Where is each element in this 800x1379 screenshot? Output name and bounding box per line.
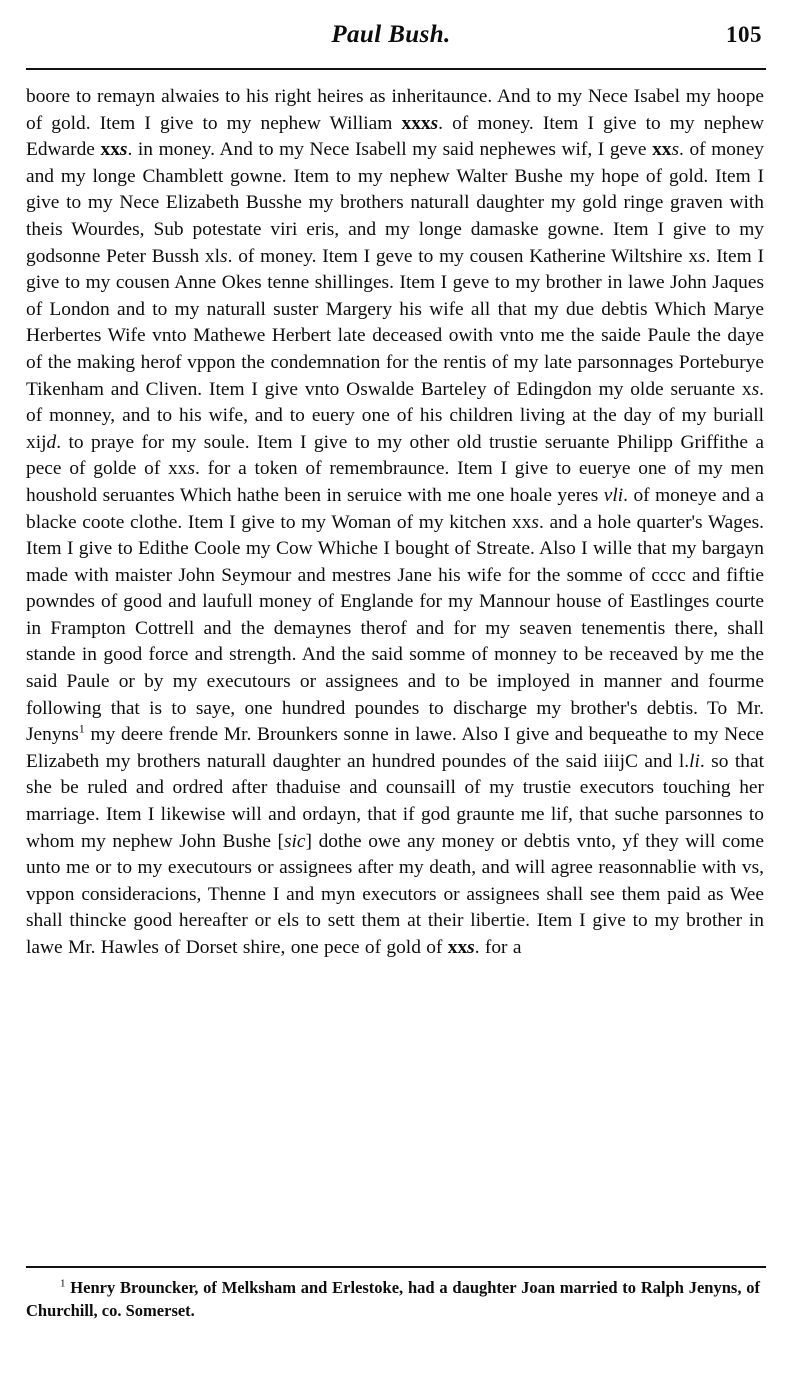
page-number: 105 xyxy=(726,22,762,47)
header-rule xyxy=(26,68,766,70)
footnote xyxy=(22,1276,770,1322)
footnote-text: Henry Brouncker, of Melksham and Erlestoke, had a daughter Joan married to Ralph Jenyns, of Churchill, co. Somerset. xyxy=(26,1278,760,1320)
page-header xyxy=(22,18,770,62)
running-title: Paul Bush. xyxy=(331,21,451,48)
footnote-reference: 1 xyxy=(78,721,85,736)
footnote-area xyxy=(22,1250,770,1322)
footnote-marker: 1 xyxy=(60,1277,66,1290)
body-text xyxy=(22,84,770,962)
main-paragraph: boore to remayn alwaies to his right heires as inheritaunce. And to my Nece Isabel my hoope of gold. Item I give to my nephew William xxxs. of money. Item I give to my nephew Edwarde xxs. in money. And to my Nece Isabell my said nephewes wif, I geve xxs. of money and my longe Chamblett gowne. Item to my nephew Walter Bushe my hope of gold. Item I give to my Nece Elizabeth Busshe my brothers naturall daughter my gold ringe graven with theis Wourdes, Sub potestate viri eris, and my longe damaske gowne. Item I give to my godsonne Peter Bussh xls. of money. Item I geve to my cousen Katherine Wiltshire xs. Item I give to my cousen Anne Okes tenne shillinges. Item I geve to my brother in lawe John Jaques of London and to my naturall suster Margery his wife all that my due debtis Which Marye Herbertes Wife vnto Mathewe Herbert late deceased owith vnto me the saide Paule the daye of the making herof vppon the condemnation for the rentis of my late parsonnages Porteburye Tikenham and Cliven. Item I give vnto Oswalde Barteley of Edingdon my olde seruante xs. of monney, and to his wife, and to euery one of his children living at the day of my buriall xijd. to praye for my soule. Item I give to my other old trustie seruante Philipp Griffithe a pece of golde of xxs. for a token of remembraunce. Item I give to euerye one of my men houshold seruantes Which hathe been in seruice with me one hoale yeres vli. of moneye and a blacke coote clothe. Item I give to my Woman of my kitchen xxs. and a hole quarter's Wages. Item I give to Edithe Coole my Cow Whiche I bought of Streate. Also I wille that my bargayn made with maister John Seymour and mestres Jane his wife for the somme of cccc and fiftie powndes of good and laufull money of Englande for my Mannour house of Eastlinges courte in Frampton Cottrell and the demaynes therof and for my seaven tenementis there, shall stande in good force and strength. And the said somme of monney to be receaved by me the said Paule or by my executours or assignees and to be imployed in manner and fourme following that is to saye, one hundred poundes to discharge my brother's debtis. To Mr. Jenyns$^1$ my deere frende Mr. Brounkers sonne in lawe. Also I give and bequeathe to my Nece Elizabeth my brothers naturall daughter an hundred poundes of the said iiijC and l.li. so that she be ruled and ordred after thaduise and counsaill of my trustie executors touching her marriage. Item I likewise will and ordayn, that if god graunte me lif, that suche parsonnes to whom my nephew John Bushe [sic] dothe owe any money or debtis vnto, yf they will come unto me or to my executours or assignees after my death, and will agree reasonnablie with vs, vppon consideracions, Thenne I and myn executors or assignees shall see them paid as Wee shall thincke good hereafter or els to sett them at their libertie. Item I give to my brother in lawe Mr. Hawles of Dorset shire, one pece of gold of xxs. for a xyxy=(26,86,764,958)
footnote-rule xyxy=(26,1266,766,1268)
